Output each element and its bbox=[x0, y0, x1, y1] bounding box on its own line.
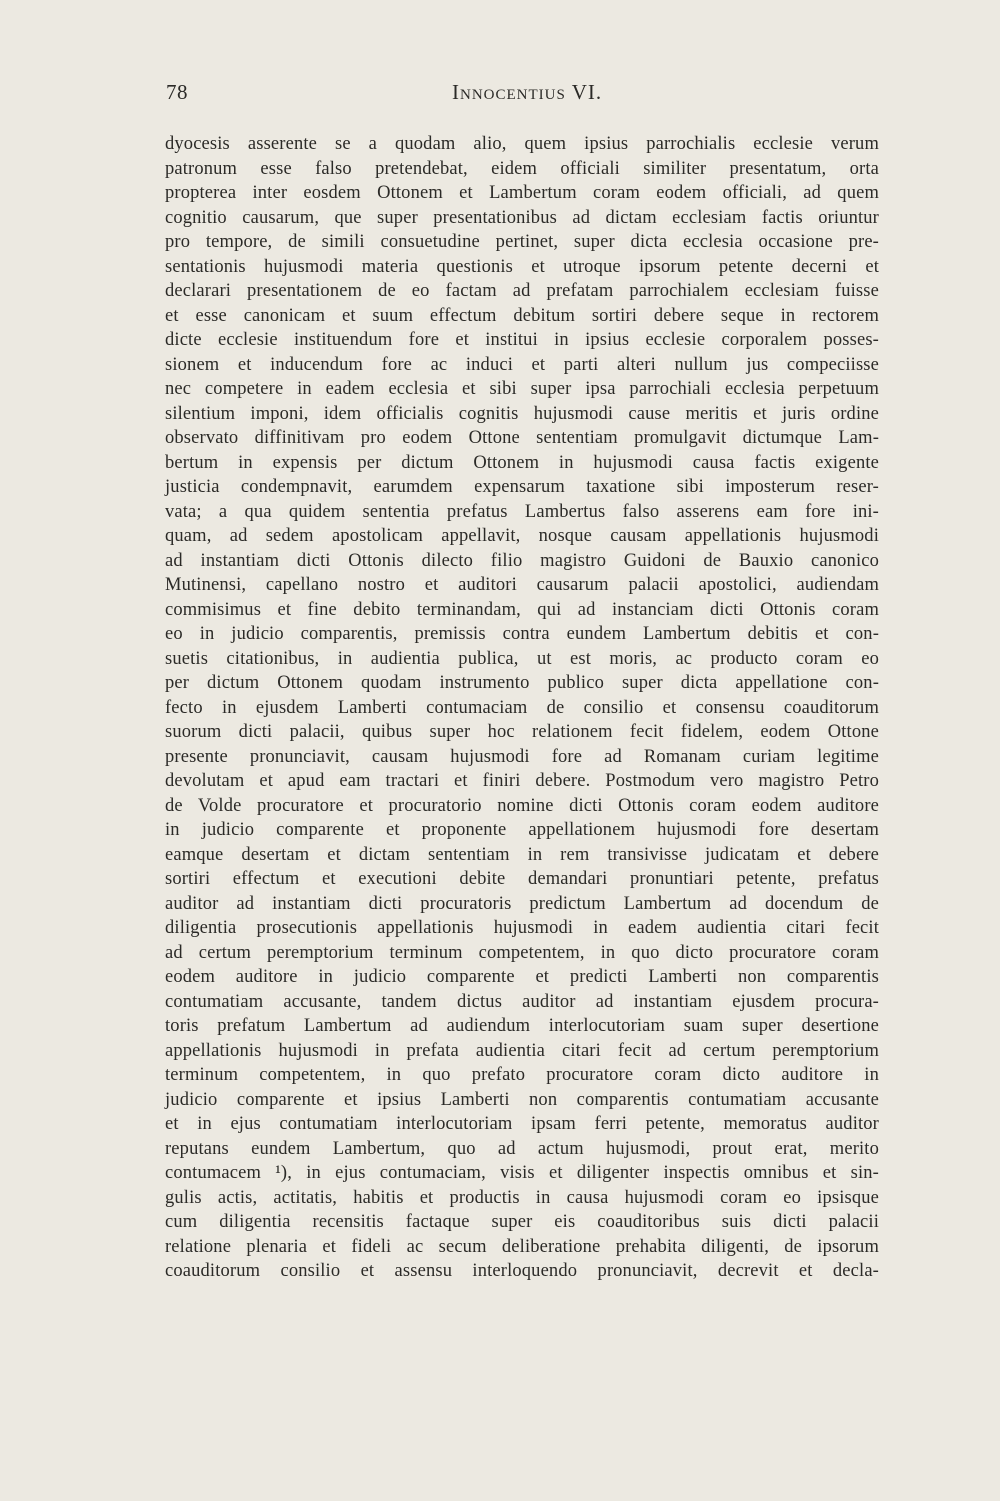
page-number: 78 bbox=[166, 80, 188, 104]
text-line: declarari presentationem de eo factam ad prefatam parrochialem ecclesiam fuisse bbox=[165, 281, 879, 301]
text-line: contumacem ¹), in ejus contumaciam, visis et diligenter inspectis omnibus et sin- bbox=[165, 1163, 879, 1183]
text-line: contumatiam accusante, tandem dictus auditor ad instantiam ejusdem procura- bbox=[165, 991, 879, 1012]
text-line: et esse canonicam et suum effectum debitum sortiri debere seque in rectorem bbox=[165, 305, 879, 326]
text-line: auditor ad instantiam dicti procuratoris predictum Lambertum ad docendum de bbox=[165, 893, 879, 914]
running-head: Innocentius VI. bbox=[452, 80, 603, 104]
text-line: devolutam et apud eam tractari et finiri debere. Postmodum vero magistro Petro bbox=[165, 771, 879, 791]
body-text bbox=[165, 132, 879, 1284]
text-line: cognitio causarum, que super presentationibus ad dictam ecclesiam factis oriuntur bbox=[165, 207, 879, 228]
text-line: patronum esse falso pretendebat, eidem officiali similiter presentatum, orta bbox=[165, 158, 879, 179]
text-line: toris prefatum Lambertum ad audiendum interlocutoriam suam super desertione bbox=[165, 1016, 879, 1036]
text-line: coauditorum consilio et assensu interloquendo pronunciavit, decrevit et decla- bbox=[165, 1261, 879, 1281]
text-line: gulis actis, actitatis, habitis et productis in causa hujusmodi coram eo ipsisque bbox=[165, 1187, 879, 1208]
text-line: suetis citationibus, in audientia publica, ut est moris, ac producto coram eo bbox=[165, 648, 879, 669]
text-line: quam, ad sedem apostolicam appellavit, nosque causam appellationis hujusmodi bbox=[165, 526, 879, 546]
text-line: eo in judicio comparentis, premissis contra eundem Lambertum debitis et con- bbox=[165, 624, 879, 644]
text-line: dyocesis asserente se a quodam alio, quem ipsius parrochialis ecclesie verum bbox=[165, 134, 879, 154]
text-line: reputans eundem Lambertum, quo ad actum hujusmodi, prout erat, merito bbox=[165, 1138, 879, 1159]
text-line: de Volde procuratore et procuratorio nomine dicti Ottonis coram eodem auditore bbox=[165, 795, 879, 816]
text-line: sortiri effectum et executioni debite demandari pronuntiari petente, prefatus bbox=[165, 869, 879, 889]
text-line: diligentia prosecutionis appellationis hujusmodi in eadem audientia citari fecit bbox=[165, 918, 879, 938]
text-line: suorum dicti palacii, quibus super hoc relationem fecit fidelem, eodem Ottone bbox=[165, 722, 879, 742]
text-line: Mutinensi, capellano nostro et auditori causarum palacii apostolici, audiendam bbox=[165, 575, 879, 595]
text-line: fecto in ejusdem Lamberti contumaciam de consilio et consensu coauditorum bbox=[165, 697, 879, 718]
text-line: vata; a qua quidem sententia prefatus Lambertus falso asserens eam fore ini- bbox=[165, 501, 879, 522]
text-line: observato diffinitivam pro eodem Ottone sententiam promulgavit dictumque Lam- bbox=[165, 428, 879, 448]
text-line: pro tempore, de simili consuetudine pertinet, super dicta ecclesia occasione pre- bbox=[165, 232, 879, 252]
text-line: presente pronunciavit, causam hujusmodi fore ad Romanam curiam legitime bbox=[165, 746, 879, 767]
text-line: in judicio comparente et proponente appellationem hujusmodi fore desertam bbox=[165, 820, 879, 840]
text-line: nec competere in eadem ecclesia et sibi super ipsa parrochiali ecclesia perpetuum bbox=[165, 379, 879, 399]
text-line: commisimus et fine debito terminandam, qui ad instanciam dicti Ottonis coram bbox=[165, 599, 879, 620]
text-line: eamque desertam et dictam sententiam in rem transivisse judicatam et debere bbox=[165, 844, 879, 865]
text-line: terminum competentem, in quo prefato procuratore coram dicto auditore in bbox=[165, 1065, 879, 1085]
text-line: eodem auditore in judicio comparente et predicti Lamberti non comparentis bbox=[165, 967, 879, 987]
text-line: appellationis hujusmodi in prefata audientia citari fecit ad certum peremptorium bbox=[165, 1040, 879, 1061]
text-line: judicio comparente et ipsius Lamberti non comparentis contumatiam accusante bbox=[165, 1089, 879, 1110]
text-line: ad certum peremptorium terminum competentem, in quo dicto procuratore coram bbox=[165, 942, 879, 963]
text-line: sentationis hujusmodi materia questionis et utroque ipsorum petente decerni et bbox=[165, 256, 879, 277]
text-line: relatione plenaria et fideli ac secum deliberatione prehabita diligenti, de ipsorum bbox=[165, 1236, 879, 1257]
text-line: bertum in expensis per dictum Ottonem in hujusmodi causa factis exigente bbox=[165, 452, 879, 473]
text-line: silentium imponi, idem officialis cognitis hujusmodi cause meritis et juris ordine bbox=[165, 403, 879, 424]
text-line: ad instantiam dicti Ottonis dilecto filio magistro Guidoni de Bauxio canonico bbox=[165, 550, 879, 571]
text-line: cum diligentia recensitis factaque super eis coauditoribus suis dicti palacii bbox=[165, 1212, 879, 1232]
text-line: sionem et inducendum fore ac induci et parti alteri nullum jus compeciisse bbox=[165, 354, 879, 375]
text-line: dicte ecclesie instituendum fore et institui in ipsius ecclesie corporalem posses- bbox=[165, 330, 879, 350]
text-line: propterea inter eosdem Ottonem et Lambertum coram eodem officiali, ad quem bbox=[165, 183, 879, 203]
text-line: justicia condempnavit, earumdem expensarum taxatione sibi imposterum reser- bbox=[165, 477, 879, 497]
text-line: et in ejus contumatiam interlocutoriam ipsam ferri petente, memoratus auditor bbox=[165, 1114, 879, 1134]
text-line: per dictum Ottonem quodam instrumento publico super dicta appellatione con- bbox=[165, 673, 879, 693]
